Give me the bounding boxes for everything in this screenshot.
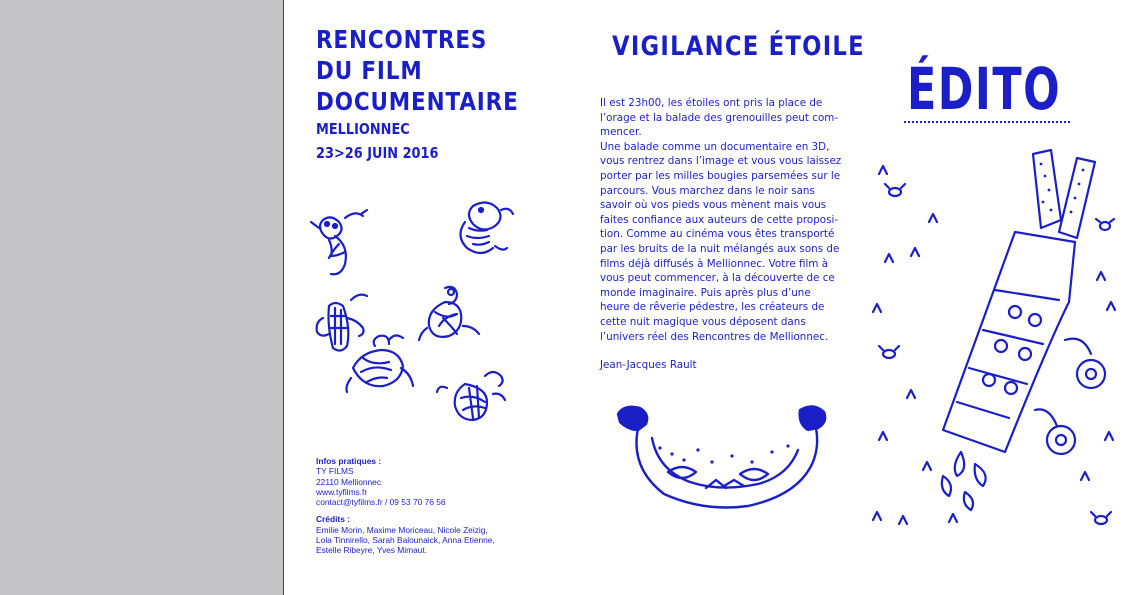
rocket-illustration-icon — [865, 140, 1120, 550]
practical-info — [316, 456, 546, 556]
paragraph: Il est 23h00, les étoiles ont pris la place de l’orage et la balade des grenouilles peut com-mencer. — [600, 96, 839, 139]
info-line: contact@tyfilms.fr / 09 53 70 76 56 — [316, 497, 446, 508]
credit-line: Estelle Ribeyre, Yves Mimaut. — [316, 545, 428, 556]
info-line: TY FILMS — [316, 466, 354, 477]
edito-title: ÉDITO — [907, 55, 1062, 123]
festival-dates: 23>26 JUIN 2016 — [316, 144, 439, 162]
infos-heading: Infos pratiques : — [316, 456, 382, 466]
article-body — [600, 96, 843, 373]
signature: Jean-Jacques Rault — [600, 358, 697, 372]
paragraph: Une balade comme un documentaire en 3D, vous rentrez dans l’image et vous vous laissez porter par les milles bougies parsemées sur le parcours. Vous marchez dans le noir sans savoir où vos pieds vous mènent mais vous faites confiance aux auteurs de cette proposi-tion. Comme au cinéma vous êtes transporté par les bruits de la nuit mélangés aux sons de films déjà diffusés à Mellionnec. Votre film à vous peut commencer, à la découverte de ce monde imaginaire. Puis après plus d’une heure de rêverie pédestre, les créateurs de cette nuit magique vous déposent dans l’univers réel des Rencontres de Mellionnec. — [600, 139, 842, 343]
festival-title-block — [316, 24, 552, 164]
credits-heading: Crédits : — [316, 514, 350, 525]
info-line: www.tyfilms.fr — [316, 486, 368, 497]
frog-doodle-icon — [305, 188, 530, 438]
title-line-1: RENCONTRES — [316, 25, 488, 54]
section-title: VIGILANCE ÉTOILE — [612, 31, 865, 62]
gray-side-panel — [0, 0, 284, 595]
dotted-divider — [904, 121, 1070, 123]
mouth-illustration-icon — [612, 402, 837, 512]
credit-line: Lola Tinnirello, Sarah Balounaick, Anna Etienne, — [316, 535, 495, 546]
info-line: 22110 Mellionnec — [316, 476, 382, 487]
brochure-page — [285, 0, 1133, 595]
title-line-3: DOCUMENTAIRE — [316, 87, 519, 116]
credit-line: Emilie Morin, Maxime Moriceau, Nicole Zeizig, — [316, 524, 488, 535]
title-line-2: DU FILM — [316, 56, 423, 85]
festival-place: MELLIONNEC — [316, 120, 410, 138]
